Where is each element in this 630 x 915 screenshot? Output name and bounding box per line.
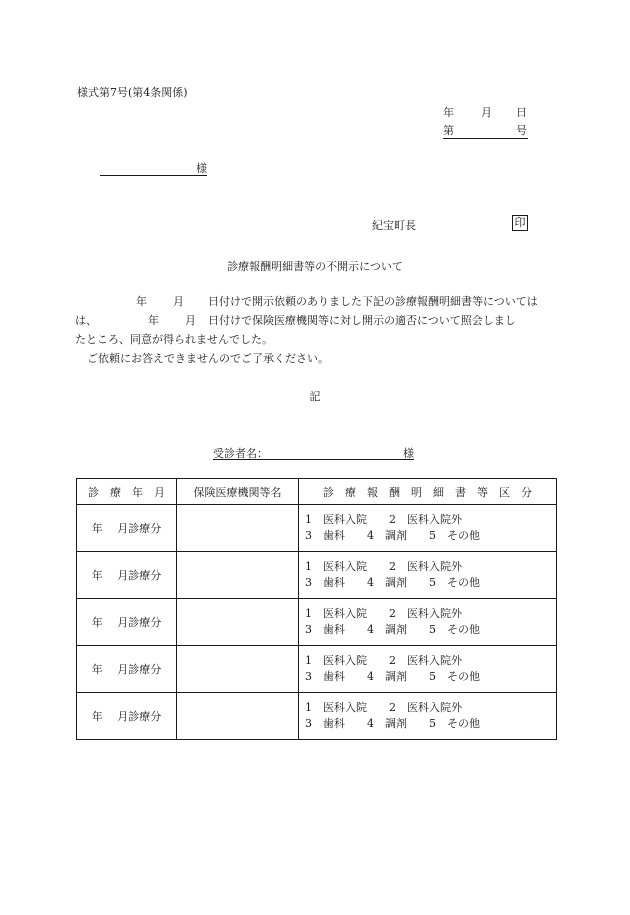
date-year-label: 年 xyxy=(443,106,454,119)
body2-year: 年 xyxy=(148,314,159,327)
issuer-title: 紀宝町長 xyxy=(372,219,416,232)
table-row xyxy=(77,693,557,740)
body2-start: は、 xyxy=(75,314,97,327)
category-cell xyxy=(299,599,557,646)
date-day-label: 日 xyxy=(516,106,527,119)
month-cell: 年 月診療分 xyxy=(77,599,177,646)
institution-cell xyxy=(177,552,299,599)
body-line-4: ご依頼にお答えできませんのでご了承ください。 xyxy=(87,352,329,365)
body1-rest: 日付けで開示依頼のありました下記の診療報酬明細書等については xyxy=(208,295,538,308)
body1-year: 年 xyxy=(136,295,147,308)
seal-mark: 印 xyxy=(512,215,528,231)
month-cell: 年 月診療分 xyxy=(77,505,177,552)
category-options-2: 3 歯科 4 調剤 5 その他 xyxy=(305,576,480,589)
table-row xyxy=(77,505,557,552)
addressee-line xyxy=(100,160,207,176)
date-month-label: 月 xyxy=(481,106,492,119)
header-category: 診 療 報 酬 明 細 書 等 区 分 xyxy=(299,479,557,505)
category-options-2: 3 歯科 4 調剤 5 その他 xyxy=(305,717,480,730)
category-options-2: 3 歯科 4 調剤 5 その他 xyxy=(305,670,480,683)
addressee-honorific: 様 xyxy=(196,162,207,175)
number-suffix: 号 xyxy=(516,124,527,137)
category-cell xyxy=(299,693,557,740)
body2-rest: 日付けで保険医療機関等に対し開示の適否について照会しまし xyxy=(208,314,516,327)
month-cell: 年 月診療分 xyxy=(77,646,177,693)
category-cell xyxy=(299,505,557,552)
category-options-2: 3 歯科 4 調剤 5 その他 xyxy=(305,529,480,542)
records-table xyxy=(76,478,557,740)
table-row xyxy=(77,552,557,599)
category-options-2: 3 歯科 4 調剤 5 その他 xyxy=(305,623,480,636)
month-cell: 年 月診療分 xyxy=(77,693,177,740)
document-number-line xyxy=(443,122,528,139)
patient-honorific: 様 xyxy=(403,447,414,460)
category-cell xyxy=(299,552,557,599)
table-header-row xyxy=(77,479,557,505)
category-cell xyxy=(299,646,557,693)
institution-cell xyxy=(177,693,299,740)
category-options-1: 1 医科入院 2 医科入院外 xyxy=(305,513,462,526)
category-options-1: 1 医科入院 2 医科入院外 xyxy=(305,701,462,714)
institution-cell xyxy=(177,646,299,693)
header-month: 診 療 年 月 xyxy=(77,479,177,505)
number-prefix: 第 xyxy=(443,124,454,137)
patient-label: 受診者名： xyxy=(213,447,268,460)
table-row xyxy=(77,599,557,646)
body-line-3: たところ、同意が得られませんでした。 xyxy=(75,333,273,346)
category-options-1: 1 医科入院 2 医科入院外 xyxy=(305,560,462,573)
body2-month: 月 xyxy=(185,314,196,327)
table-row xyxy=(77,646,557,693)
document-title: 診療報酬明細書等の不開示について xyxy=(227,260,403,273)
ki-heading: 記 xyxy=(309,390,321,403)
header-institution: 保険医療機関等名 xyxy=(177,479,299,505)
category-options-1: 1 医科入院 2 医科入院外 xyxy=(305,654,462,667)
institution-cell xyxy=(177,505,299,552)
month-cell: 年 月診療分 xyxy=(77,552,177,599)
form-number: 様式第7号(第4条関係) xyxy=(77,86,188,99)
category-options-1: 1 医科入院 2 医科入院外 xyxy=(305,607,462,620)
patient-name-line xyxy=(213,445,414,460)
body1-month: 月 xyxy=(173,295,184,308)
institution-cell xyxy=(177,599,299,646)
